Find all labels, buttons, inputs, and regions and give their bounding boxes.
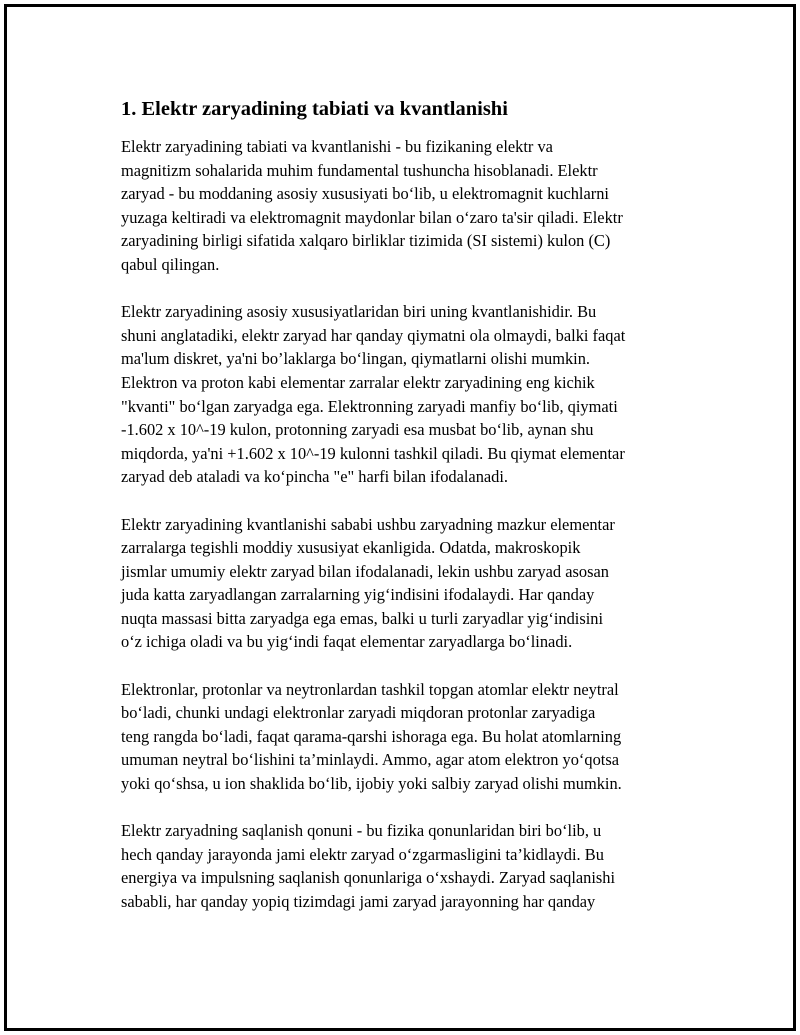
text-line: hech qanday jarayonda jami elektr zaryad o‘zgarmasligini ta’kidlaydi. Bu xyxy=(121,844,604,864)
text-line: juda katta zaryadlangan zarralarning yig‘indisini ifodalaydi. Har qanday xyxy=(121,585,595,605)
text-line: zaryad deb ataladi va ko‘pincha "e" harfi bilan ifodalanadi. xyxy=(121,467,509,487)
text-line: umuman neytral bo‘lishini ta’minlaydi. Ammo, agar atom elektron yo‘qotsa xyxy=(121,750,619,770)
text-line: energiya va impulsning saqlanish qonunlariga o‘xshaydi. Zaryad saqlanishi xyxy=(121,868,616,888)
text-line: qabul qilingan. xyxy=(121,254,220,274)
text-line: nuqta massasi bitta zaryadga ega emas, balki u turli zaryadlar yig‘indisini xyxy=(121,608,604,628)
text-line: zarralarga tegishli moddiy xususiyat ekanligida. Odatda, makroskopik xyxy=(121,538,581,558)
text-line: bo‘ladi, chunki undagi elektronlar zaryadi miqdoran protonlar zaryadiga xyxy=(121,703,596,723)
text-line: "kvanti" bo‘lgan zaryadga ega. Elektronning zaryadi manfiy bo‘lib, qiymati xyxy=(121,396,618,416)
text-line: miqdorda, ya'ni +1.602 x 10^-19 kulonni tashkil qiladi. Bu qiymat elementar xyxy=(121,443,625,463)
text-line: -1.602 x 10^-19 kulon, protonning zaryadi esa musbat bo‘lib, aynan shu xyxy=(121,420,594,440)
text-line: ma'lum diskret, ya'ni bo’laklarga bo‘lingan, qiymatlarni olishi mumkin. xyxy=(121,349,591,369)
paragraph xyxy=(121,135,701,277)
text-line: Elektr zaryadning saqlanish qonuni - bu fizika qonunlaridan biri bo‘lib, u xyxy=(121,821,602,841)
text-line: o‘z ichiga oladi va bu yig‘indi faqat elementar zaryadlarga bo‘linadi. xyxy=(121,632,573,652)
text-line: Elektr zaryadining asosiy xususiyatlaridan biri uning kvantlanishidir. Bu xyxy=(121,302,597,322)
paragraph xyxy=(121,513,701,655)
text-line: Elektr zaryadining tabiati va kvantlanishi - bu fizikaning elektr va xyxy=(121,137,553,156)
text-line: yoki qo‘shsa, u ion shaklida bo‘lib, ijobiy yoki salbiy zaryad olishi mumkin. xyxy=(121,774,622,794)
text-line: Elektr zaryadining kvantlanishi sababi ushbu zaryadning mazkur elementar xyxy=(121,514,615,534)
text-line: shuni anglatadiki, elektr zaryad har qanday qiymatni ola olmaydi, balki faqat xyxy=(121,325,626,345)
text-line: magnitizm sohalarida muhim fundamental tushuncha hisoblanadi. Elektr xyxy=(121,160,598,180)
text-line: Elektron va proton kabi elementar zarralar elektr zaryadining eng kichik xyxy=(121,372,595,392)
paragraph xyxy=(121,300,701,489)
text-line: yuzaga keltiradi va elektromagnit maydonlar bilan o‘zaro ta'sir qiladi. Elektr xyxy=(121,207,623,227)
text-line: sababli, har qanday yopiq tizimdagi jami zaryad jarayonning har qanday xyxy=(121,892,596,911)
section-heading: 1. Elektr zaryadining tabiati va kvantlanishi xyxy=(121,98,508,120)
paragraph xyxy=(121,678,701,796)
paragraph xyxy=(121,819,701,913)
text-line: zaryad - bu moddaning asosiy xususiyati bo‘lib, u elektromagnit kuchlarni xyxy=(121,184,609,204)
text-line: Elektronlar, protonlar va neytronlardan tashkil topgan atomlar elektr neytral xyxy=(121,679,619,699)
text-line: jismlar umumiy elektr zaryad bilan ifodalanadi, lekin ushbu zaryad asosan xyxy=(121,561,609,581)
page-frame xyxy=(4,4,796,1031)
text-line: teng rangda bo‘ladi, faqat qarama-qarshi ishoraga ega. Bu holat atomlarning xyxy=(121,726,622,746)
document-body xyxy=(121,95,701,937)
text-line: zaryadining birligi sifatida xalqaro birliklar tizimida (SI sistemi) kulon (C) xyxy=(121,231,611,251)
